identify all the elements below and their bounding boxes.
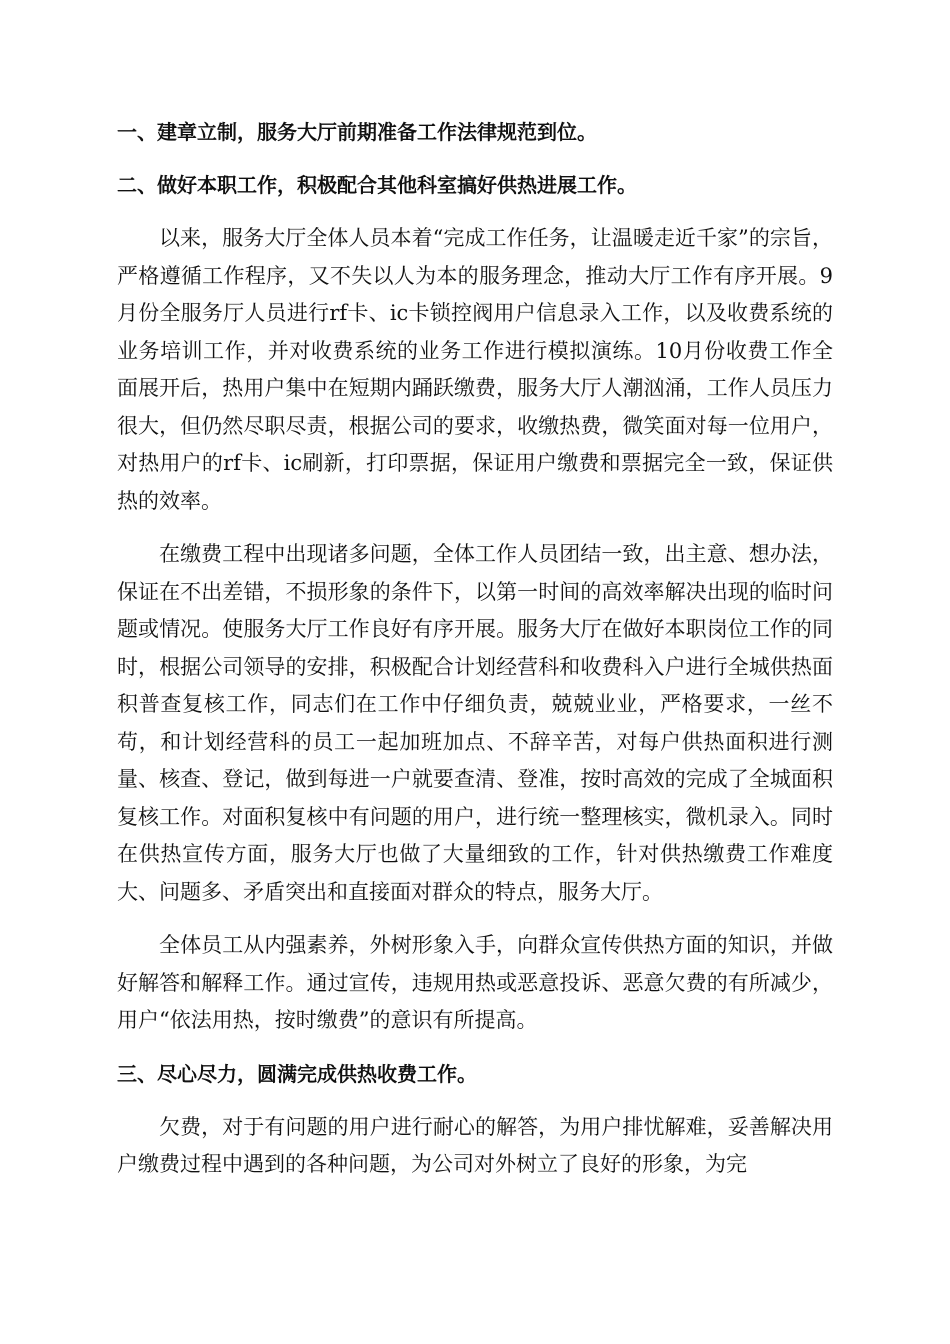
- section-heading-1: 一、建章立制，服务大厅前期准备工作法律规范到位。: [117, 120, 597, 144]
- body-paragraph-4: 欠费，对于有问题的用户进行耐心的解答，为用户排忧解难，妥善解决用户缴费过程中遇到的各种问题，为公司对外树立了良好的形象，为完: [117, 1114, 833, 1176]
- body-paragraph-1: 以来，服务大厅全体人员本着“完成工作任务，让温暖走近千家”的宗旨，严格遵循工作程序，又不失以人为本的服务理念，推动大厅工作有序开展。9月份全服务厅人员进行rf卡、ic卡锁控阀用户信息录入工作，以及收费系统的业务培训工作，并对收费系统的业务工作进行模拟演练。10月份收费工作全面展开后，热用户集中在短期内踊跃缴费，服务大厅人潮汹涌，工作人员压力很大，但仍然尽职尽责，根据公司的要求，收缴热费，微笑面对每一位用户，对热用户的rf卡、ic刷新，打印票据，保证用户缴费和票据完全一致，保证供热的效率。: [117, 226, 833, 513]
- body-paragraph-3: 全体员工从内强素养，外树形象入手，向群众宣传供热方面的知识，并做好解答和解释工作。通过宣传，违规用热或恶意投诉、恶意欠费的有所减少，用户“依法用热，按时缴费”的意识有所提高。: [117, 933, 833, 1032]
- section-heading-2: 二、做好本职工作，积极配合其他科室搞好供热进展工作。: [117, 173, 637, 197]
- document-body: [117, 114, 833, 1184]
- section-heading-3: 三、尽心尽力，圆满完成供热收费工作。: [117, 1061, 477, 1086]
- body-paragraph-2: 在缴费工程中出现诸多问题，全体工作人员团结一致，出主意、想办法，保证在不出差错，不损形象的条件下，以第一时间的高效率解决出现的临时问题或情况。使服务大厅工作良好有序开展。服务大厅在做好本职岗位工作的同时，根据公司领导的安排，积极配合计划经营科和收费科入户进行全城供热面积普查复核工作，同志们在工作中仔细负责，兢兢业业，严格要求，一丝不苟，和计划经营科的员工一起加班加点、不辞辛苦，对每户供热面积进行测量、核查、登记，做到每进一户就要查清、登准，按时高效的完成了全城面积复核工作。对面积复核中有问题的用户，进行统一整理核实，微机录入。同时在供热宣传方面，服务大厅也做了大量细致的工作，针对供热缴费工作难度大、问题多、矛盾突出和直接面对群众的特点，服务大厅。: [117, 542, 833, 904]
